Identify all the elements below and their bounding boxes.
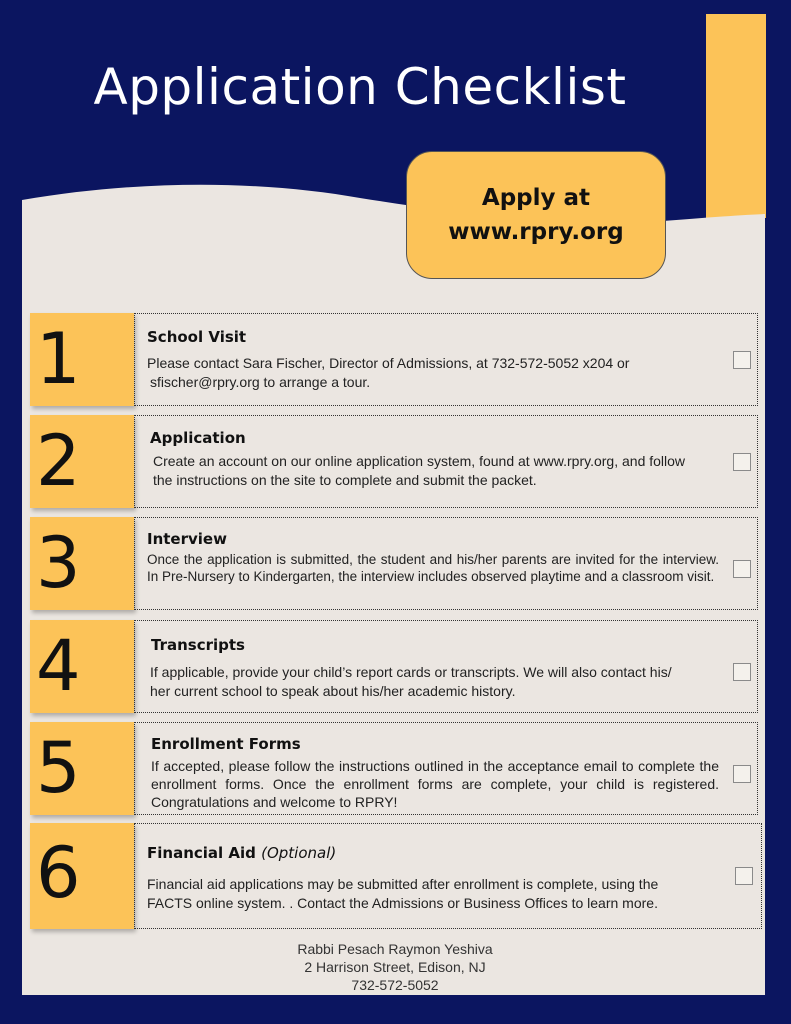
- step-checkbox[interactable]: [733, 765, 751, 783]
- step-title: School Visit: [147, 328, 247, 346]
- step-description: Please contact Sara Fischer, Director of Admissions, at 732-572-5052 x204 or sfischer@rpry.org to arrange a tour.: [147, 355, 630, 390]
- school-phone: 732-572-5052: [351, 977, 439, 993]
- step-item-application: [134, 415, 758, 508]
- step-checkbox[interactable]: [733, 351, 751, 369]
- step-item-financial-aid: [134, 823, 762, 929]
- step-number-4: 4: [30, 620, 134, 713]
- step-title: Interview: [147, 530, 227, 548]
- step-title: Transcripts: [151, 636, 245, 654]
- school-name: Rabbi Pesach Raymon Yeshiva: [297, 941, 493, 957]
- step-item-interview: [134, 517, 758, 610]
- step-title: Application: [150, 429, 246, 447]
- step-title: Enrollment Forms: [151, 735, 301, 753]
- step-checkbox[interactable]: [735, 867, 753, 885]
- step-item-school-visit: [134, 313, 758, 406]
- apply-line-1: Apply at: [481, 185, 591, 211]
- step-item-transcripts: [134, 620, 758, 713]
- optional-label: (Optional): [261, 844, 337, 862]
- step-number-6: 6: [30, 823, 134, 929]
- step-number-3: 3: [30, 517, 134, 610]
- step-description: If accepted, please follow the instructions outlined in the acceptance email to complete the enrollment forms. Once the enrollment forms are complete, your child is registered. Congratulations and welcome to RPRY!: [151, 758, 719, 810]
- step-description: If applicable, provide your child’s report cards or transcripts. We will also contact his/ her current school to speak about his/her academic history.: [150, 664, 672, 699]
- step-description: Financial aid applications may be submitted after enrollment is complete, using the FACTS online system. . Contact the Admissions or Business Offices to learn more.: [147, 876, 659, 911]
- step-checkbox[interactable]: [733, 663, 751, 681]
- apply-callout[interactable]: [406, 151, 666, 279]
- step-description: Create an account on our online application system, found at www.rpry.org, and follow the instructions on the site to complete and submit the packet.: [153, 453, 686, 488]
- step-number-2: 2: [30, 415, 134, 508]
- step-checkbox[interactable]: [733, 453, 751, 471]
- step-checkbox[interactable]: [733, 560, 751, 578]
- step-item-enrollment-forms: [134, 722, 758, 815]
- step-number-5: 5: [30, 722, 134, 815]
- footer-address: [200, 940, 590, 994]
- step-number-1: 1: [30, 313, 134, 406]
- step-title: Financial Aid (Optional): [147, 844, 337, 862]
- page-title: Application Checklist: [93, 58, 627, 116]
- step-description: Once the application is submitted, the student and his/her parents are invited for the interview. In Pre-Nursery to Kindergarten, the interview includes observed playtime and a classroom visit.: [147, 552, 719, 584]
- school-street: 2 Harrison Street, Edison, NJ: [304, 959, 486, 975]
- apply-link[interactable]: www.rpry.org: [448, 219, 624, 245]
